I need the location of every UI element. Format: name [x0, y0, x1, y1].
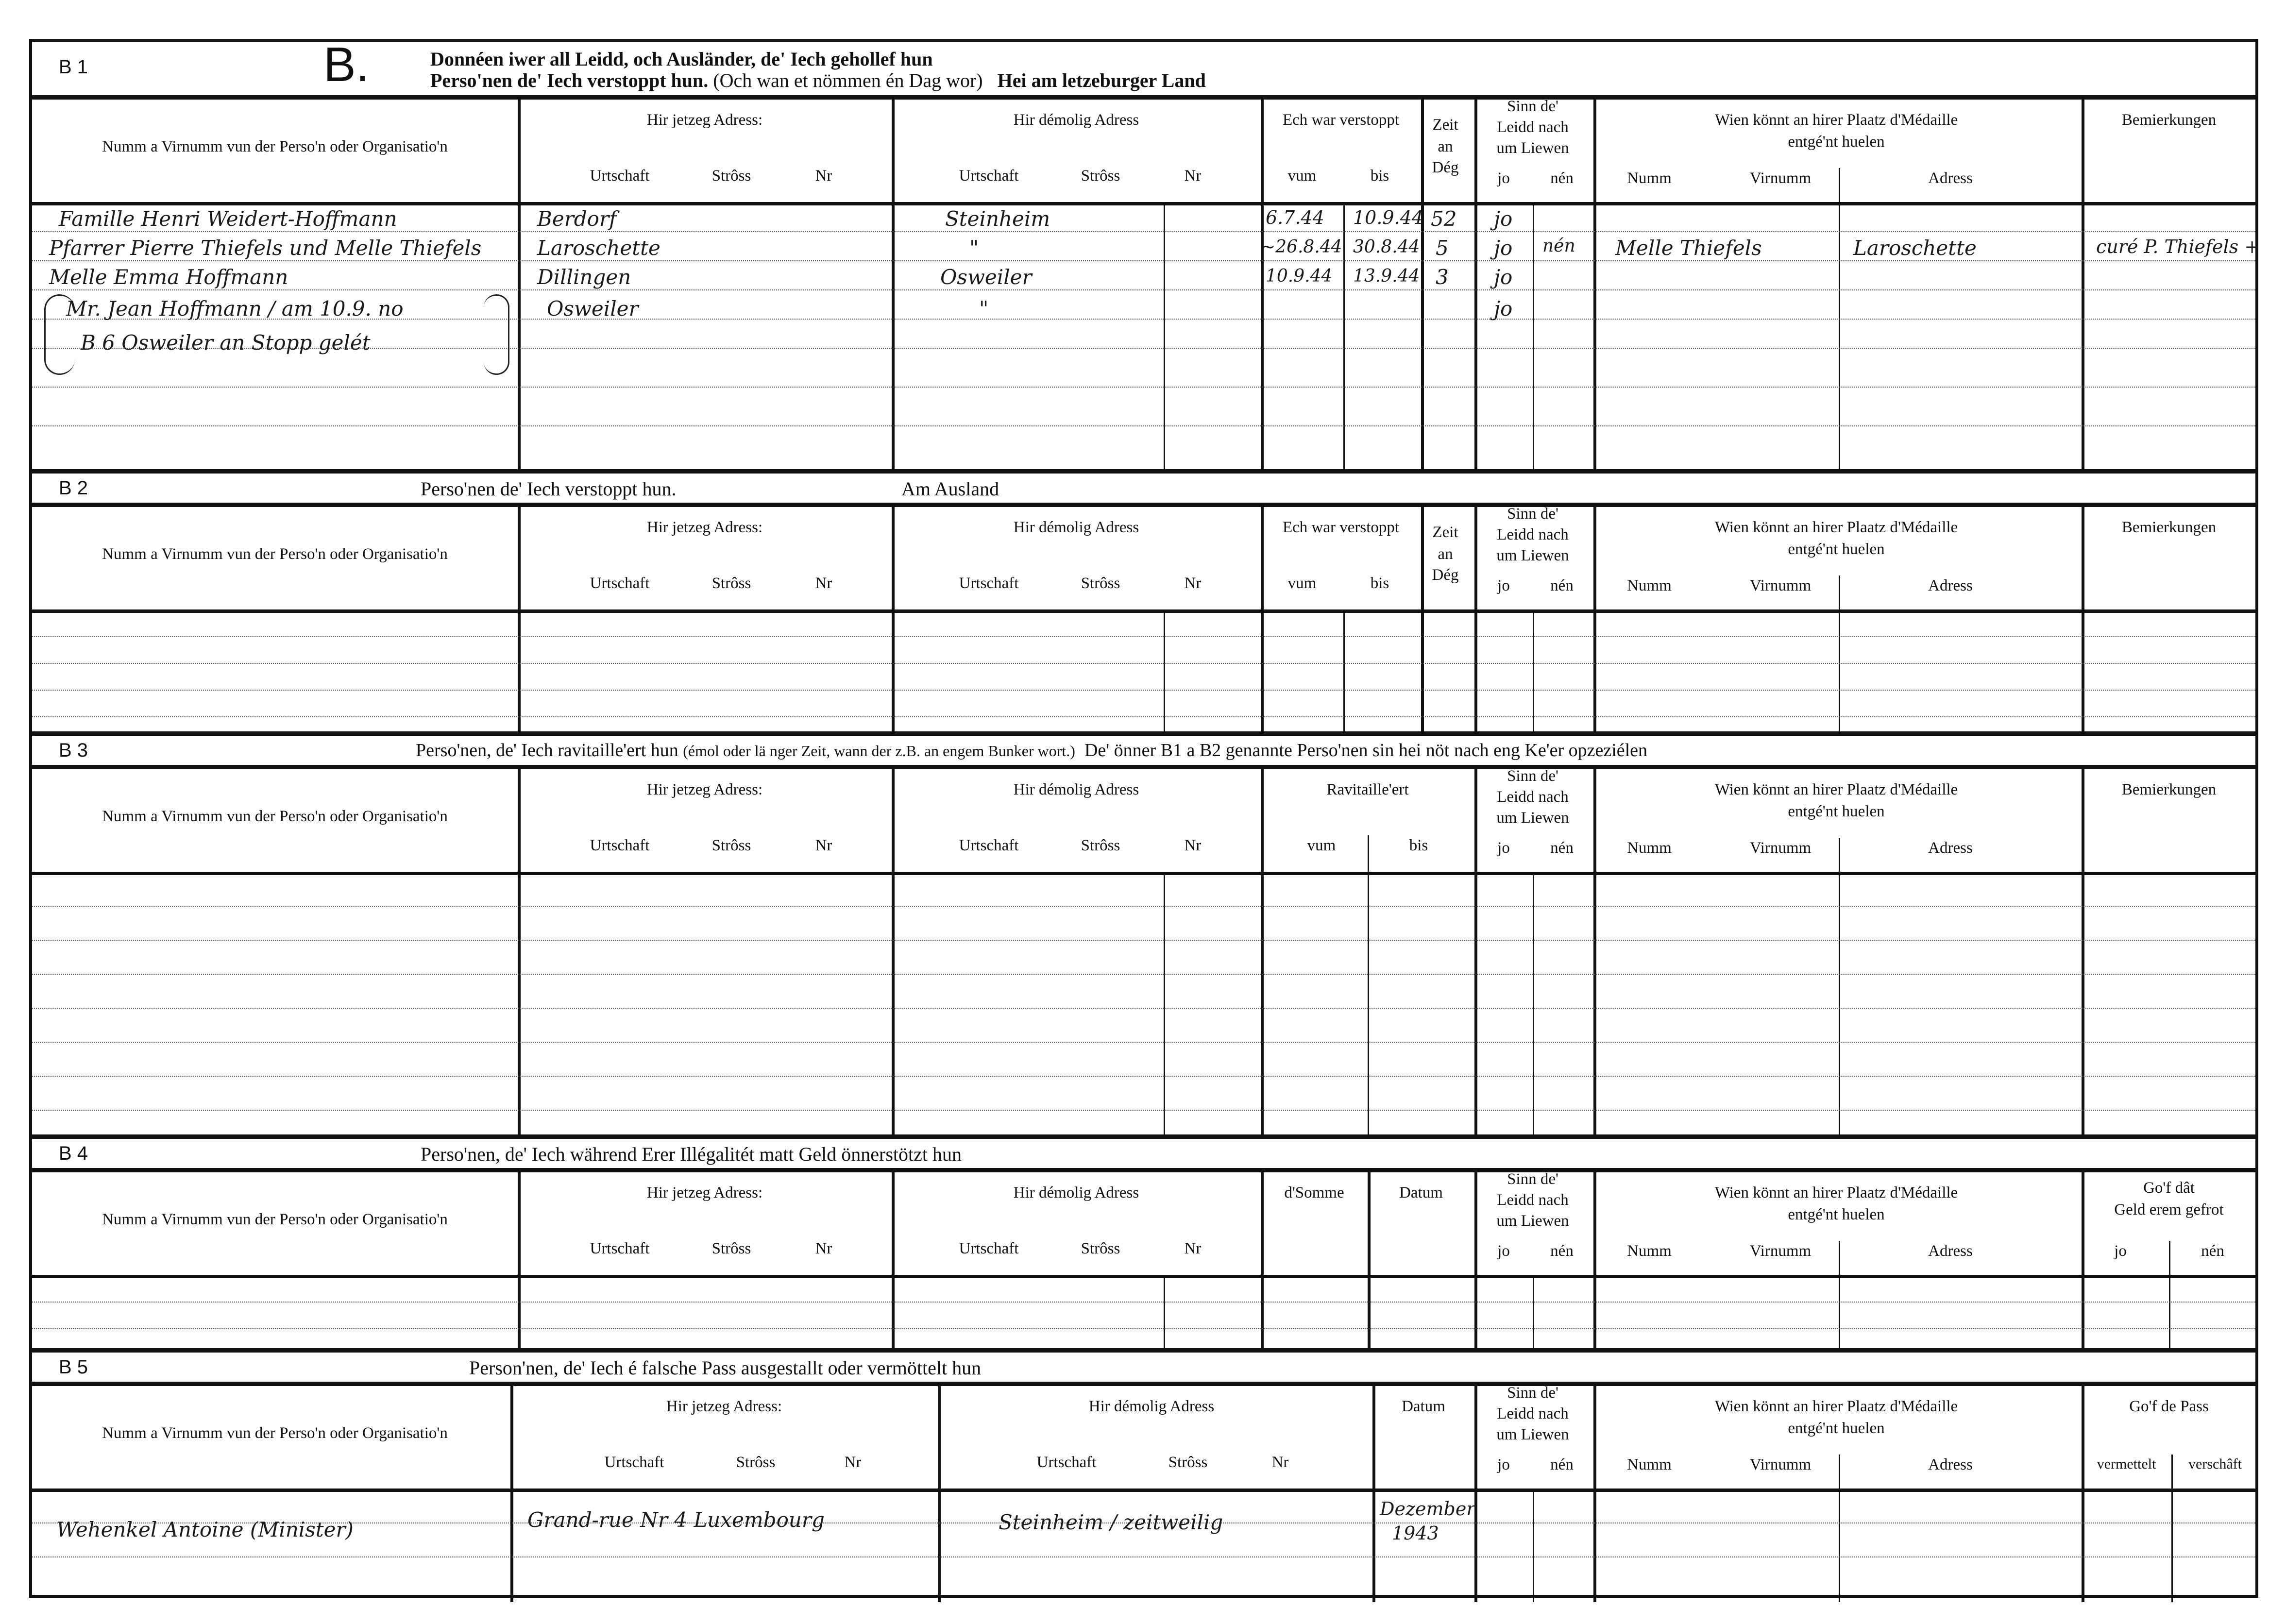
section-title: Perso'nen, de' Iech während Erer Illégalitét matt Geld önnerstötzt hun — [421, 1143, 962, 1165]
header-name: Numm a Virnumm vun der Perso'n oder Organisatio'n — [102, 808, 448, 825]
section-code: B 4 — [59, 1143, 88, 1164]
header-nr: Nr — [844, 1454, 862, 1471]
header-jo: jo — [1497, 1456, 1510, 1473]
entry-vum: 10.9.44 — [1266, 266, 1333, 286]
b1-rows — [32, 202, 2260, 469]
header-former-address: Hir démolig Adress — [1013, 111, 1139, 129]
header-urtschaft: Urtschaft — [959, 837, 1019, 854]
header-hidden: Ech war verstoppt — [1282, 111, 1400, 129]
entry-deg: 3 — [1436, 265, 1449, 289]
entry-bis: 13.9.44 — [1353, 266, 1420, 286]
header-medal: entgé'nt huelen — [1788, 541, 1885, 558]
header-former-address: Hir démolig Adress — [1013, 781, 1139, 798]
b5-entry-former: Steinheim / zeitweilig — [999, 1510, 1223, 1534]
header-verschaft: verschâft — [2188, 1456, 2242, 1472]
header-sinn: Sinn de' — [1507, 98, 1558, 115]
header-jo: jo — [1497, 839, 1510, 857]
entry-nen: nén — [1542, 236, 1575, 256]
header-adress: Adress — [1928, 169, 1973, 187]
header-vermettelt: vermettelt — [2097, 1456, 2156, 1472]
form-page — [29, 39, 2258, 1598]
header-nr: Nr — [1184, 837, 1202, 854]
header-stross: Strôss — [711, 837, 751, 854]
header-sinn: Sinn de' — [1507, 1170, 1558, 1188]
b5-entry-year: 1943 — [1392, 1522, 1439, 1544]
entry-jo: jo — [1494, 297, 1513, 321]
b3-column-headers — [32, 765, 2255, 875]
section-code: B 2 — [59, 477, 88, 499]
header-nr: Nr — [815, 167, 832, 185]
header-ravit: Ravitaille'ert — [1326, 781, 1409, 798]
header-urtschaft: Urtschaft — [590, 575, 650, 592]
header-current-address: Hir jetzeg Adress: — [646, 111, 763, 129]
entry-remark: curé P. Thiefels + — [2096, 236, 2260, 257]
header-stross: Strôss — [1168, 1454, 1208, 1471]
entry-jo: jo — [1494, 236, 1513, 260]
header-urtschaft: Urtschaft — [959, 575, 1019, 592]
header-nen: nén — [2201, 1242, 2224, 1260]
section-b2-header — [32, 474, 2255, 507]
header-stross: Strôss — [1081, 575, 1120, 592]
header-nen: nén — [1550, 1242, 1574, 1260]
header-virnumm: Virnumm — [1749, 169, 1812, 187]
section-title: Perso'nen, de' Iech ravitaille'ert hun (émol oder lä nger Zeit, wann der z.B. an engem Bunker wort.) De' önner B1 a B2 genannte Perso'nen sin hei nöt nach eng Ke'er opzeziélen — [416, 740, 1648, 761]
b2-column-headers — [32, 503, 2255, 613]
section-b4-header — [32, 1139, 2255, 1172]
header-name: Numm a Virnumm vun der Perso'n oder Organisatio'n — [102, 1424, 448, 1442]
header-vum: vum — [1287, 575, 1317, 592]
entry-deg: 5 — [1436, 236, 1449, 260]
section-title-line2: Perso'nen de' Iech verstoppt hun. (Och wan et nömmen én Dag wor) Hei am letzeburger Land — [430, 69, 1206, 91]
header-sinn: Leidd nach — [1497, 788, 1569, 806]
header-nr: Nr — [815, 1240, 832, 1257]
header-nen: nén — [1550, 577, 1574, 594]
entry-medal-name: Melle Thiefels — [1615, 236, 1762, 260]
header-virnumm: Virnumm — [1749, 839, 1812, 857]
header-deg: Dég — [1432, 159, 1459, 176]
header-medal: Wien könnt an hirer Plaatz d'Médaille — [1714, 781, 1958, 798]
header-urtschaft: Urtschaft — [590, 837, 650, 854]
header-jo: jo — [2114, 1242, 2127, 1260]
header-urtschaft: Urtschaft — [590, 167, 650, 185]
entry-bis: 10.9.44 — [1353, 207, 1424, 228]
header-numm: Numm — [1627, 169, 1672, 187]
header-sinn: um Liewen — [1496, 809, 1569, 827]
header-sinn: um Liewen — [1496, 1426, 1569, 1443]
entry-vum: ~26.8.44 — [1261, 237, 1342, 257]
header-name: Numm a Virnumm vun der Perso'n oder Organisatio'n — [102, 1211, 448, 1228]
header-current-address: Hir jetzeg Adress: — [646, 1184, 763, 1201]
header-numm: Numm — [1627, 577, 1672, 594]
header-medal: Wien könnt an hirer Plaatz d'Médaille — [1714, 1398, 1958, 1415]
header-stross: Strôss — [711, 575, 751, 592]
header-current-address: Hir jetzeg Adress: — [646, 781, 763, 798]
header-datum: Datum — [1399, 1184, 1443, 1201]
header-medal: entgé'nt huelen — [1788, 803, 1885, 820]
header-name: Numm a Virnumm vun der Perso'n oder Organisatio'n — [102, 545, 448, 563]
header-urtschaft: Urtschaft — [590, 1240, 650, 1257]
header-virnumm: Virnumm — [1749, 1456, 1812, 1473]
header-stross: Strôss — [711, 167, 751, 185]
header-medal: Wien könnt an hirer Plaatz d'Médaille — [1714, 1184, 1958, 1201]
entry-former: " — [969, 236, 979, 260]
header-medal: entgé'nt huelen — [1788, 1206, 1885, 1223]
entry-jo: jo — [1494, 207, 1513, 231]
header-sinn: Sinn de' — [1507, 505, 1558, 523]
header-gof-pass: Go'f de Pass — [2129, 1398, 2209, 1415]
header-nr: Nr — [1271, 1454, 1289, 1471]
entry-jo: jo — [1494, 265, 1513, 289]
section-b3 — [32, 731, 2255, 1139]
section-code: B 3 — [59, 740, 88, 761]
header-medal: entgé'nt huelen — [1788, 133, 1885, 151]
entry-ort: Dillingen — [537, 265, 631, 289]
b5-entry-current: Grand-rue Nr 4 Luxembourg — [527, 1508, 825, 1532]
header-virnumm: Virnumm — [1749, 577, 1812, 594]
entry-former: " — [979, 297, 989, 321]
header-medal: entgé'nt huelen — [1788, 1420, 1885, 1437]
header-bis: bis — [1370, 167, 1389, 185]
entry-former: Osweiler — [940, 265, 1032, 289]
header-nr: Nr — [815, 837, 832, 854]
header-jo: jo — [1497, 577, 1510, 594]
header-an: an — [1438, 545, 1453, 563]
entry-ort: Laroschette — [537, 236, 660, 260]
header-adress: Adress — [1928, 839, 1973, 857]
header-remarks: Bemierkungen — [2121, 519, 2217, 536]
header-sinn: um Liewen — [1496, 547, 1569, 564]
header-sinn: um Liewen — [1496, 139, 1569, 157]
header-nr: Nr — [815, 575, 832, 592]
header-remarks: Bemierkungen — [2121, 111, 2217, 129]
entry-deg: 52 — [1431, 207, 1457, 231]
header-adress: Adress — [1928, 1242, 1973, 1260]
header-numm: Numm — [1627, 1242, 1672, 1260]
header-former-address: Hir démolig Adress — [1013, 519, 1139, 536]
bracket-right — [484, 294, 509, 375]
header-gof-geld: Geld erem gefrot — [2114, 1201, 2224, 1218]
header-virnumm: Virnumm — [1749, 1242, 1812, 1260]
b3-rows — [32, 872, 2255, 1139]
entry-name: B 6 Osweiler an Stopp gelét — [81, 331, 371, 355]
header-nr: Nr — [1184, 575, 1202, 592]
b5-rows — [32, 1489, 2255, 1602]
header-sinn: Leidd nach — [1497, 118, 1569, 136]
entry-medal-address: Laroschette — [1853, 236, 1977, 260]
b2-rows — [32, 609, 2255, 736]
section-title-b: Am Ausland — [901, 478, 999, 500]
header-former-address: Hir démolig Adress — [1088, 1398, 1215, 1415]
section-b1 — [32, 37, 2260, 469]
header-sinn: Sinn de' — [1507, 1384, 1558, 1402]
header-gof-geld: Go'f dât — [2143, 1179, 2195, 1197]
section-title: Perso'nen de' Iech verstoppt hun. — [421, 478, 677, 500]
header-hidden: Ech war verstoppt — [1282, 519, 1400, 536]
header-zeit: Zeit — [1432, 116, 1458, 134]
entry-name: Melle Emma Hoffmann — [49, 265, 288, 289]
header-deg: Dég — [1432, 566, 1459, 584]
header-numm: Numm — [1627, 839, 1672, 857]
header-remarks: Bemierkungen — [2121, 781, 2217, 798]
header-nen: nén — [1550, 1456, 1574, 1473]
header-stross: Strôss — [711, 1240, 751, 1257]
entry-ort: Berdorf — [537, 207, 617, 231]
header-jo: jo — [1497, 1242, 1510, 1260]
header-nen: nén — [1550, 839, 1574, 857]
header-stross: Strôss — [1081, 167, 1120, 185]
header-stross: Strôss — [736, 1454, 776, 1471]
entry-former: Steinheim — [945, 207, 1050, 231]
section-code: B 1 — [59, 56, 88, 78]
header-urtschaft: Urtschaft — [959, 167, 1019, 185]
header-an: an — [1438, 138, 1453, 155]
header-stross: Strôss — [1081, 1240, 1120, 1257]
header-sinn: Leidd nach — [1497, 526, 1569, 543]
b1-column-headers — [32, 95, 2255, 205]
header-urtschaft: Urtschaft — [959, 1240, 1019, 1257]
header-vum: vum — [1307, 837, 1336, 854]
header-current-address: Hir jetzeg Adress: — [646, 519, 763, 536]
header-bis: bis — [1370, 575, 1389, 592]
entry-name: Famille Henri Weidert-Hoffmann — [59, 207, 397, 231]
header-sinn: Leidd nach — [1497, 1405, 1569, 1422]
header-medal: Wien könnt an hirer Plaatz d'Médaille — [1714, 111, 1958, 129]
header-nr: Nr — [1184, 167, 1202, 185]
entry-bis: 30.8.44 — [1353, 237, 1420, 257]
section-b5-header — [32, 1353, 2255, 1386]
section-b5 — [32, 1348, 2255, 1602]
header-urtschaft: Urtschaft — [1036, 1454, 1097, 1471]
header-nr: Nr — [1184, 1240, 1202, 1257]
b4-column-headers — [32, 1168, 2255, 1278]
header-medal: Wien könnt an hirer Plaatz d'Médaille — [1714, 519, 1958, 536]
header-zeit: Zeit — [1432, 524, 1458, 541]
header-sinn: Leidd nach — [1497, 1191, 1569, 1209]
header-former-address: Hir démolig Adress — [1013, 1184, 1139, 1201]
b5-column-headers — [32, 1382, 2255, 1492]
header-stross: Strôss — [1081, 837, 1120, 854]
entry-name: Mr. Jean Hoffmann / am 10.9. no — [66, 297, 404, 321]
header-name: Numm a Virnumm vun der Perso'n oder Organisatio'n — [102, 138, 448, 155]
b4-rows — [32, 1275, 2255, 1353]
entry-vum: 6.7.44 — [1266, 207, 1324, 228]
section-title-line1: Donnéen iwer all Leidd, och Ausländer, de' Iech gehollef hun — [430, 48, 933, 70]
section-code: B 5 — [59, 1356, 88, 1378]
entry-ort: Osweiler — [547, 297, 639, 321]
section-b4 — [32, 1134, 2255, 1353]
b5-entry-date: Dezember — [1380, 1498, 1475, 1520]
header-nen: nén — [1550, 169, 1574, 187]
header-sinn: um Liewen — [1496, 1212, 1569, 1230]
header-datum: Datum — [1402, 1398, 1445, 1415]
entry-name: Pfarrer Pierre Thiefels und Melle Thiefels — [49, 236, 482, 260]
section-b2 — [32, 469, 2255, 736]
header-jo: jo — [1497, 169, 1510, 187]
b5-entry-name: Wehenkel Antoine (Minister) — [56, 1518, 354, 1541]
section-title: Person'nen, de' Iech é falsche Pass ausgestallt oder vermöttelt hun — [469, 1357, 982, 1379]
form-letter: B. — [323, 37, 370, 92]
header-numm: Numm — [1627, 1456, 1672, 1473]
header-urtschaft: Urtschaft — [604, 1454, 664, 1471]
header-bis: bis — [1409, 837, 1428, 854]
header-adress: Adress — [1928, 1456, 1973, 1473]
header-somme: d'Somme — [1284, 1184, 1344, 1201]
section-b1-header — [32, 37, 2255, 100]
header-adress: Adress — [1928, 577, 1973, 594]
header-vum: vum — [1287, 167, 1317, 185]
section-b3-header — [32, 736, 2255, 769]
header-current-address: Hir jetzeg Adress: — [666, 1398, 782, 1415]
header-sinn: Sinn de' — [1507, 767, 1558, 785]
